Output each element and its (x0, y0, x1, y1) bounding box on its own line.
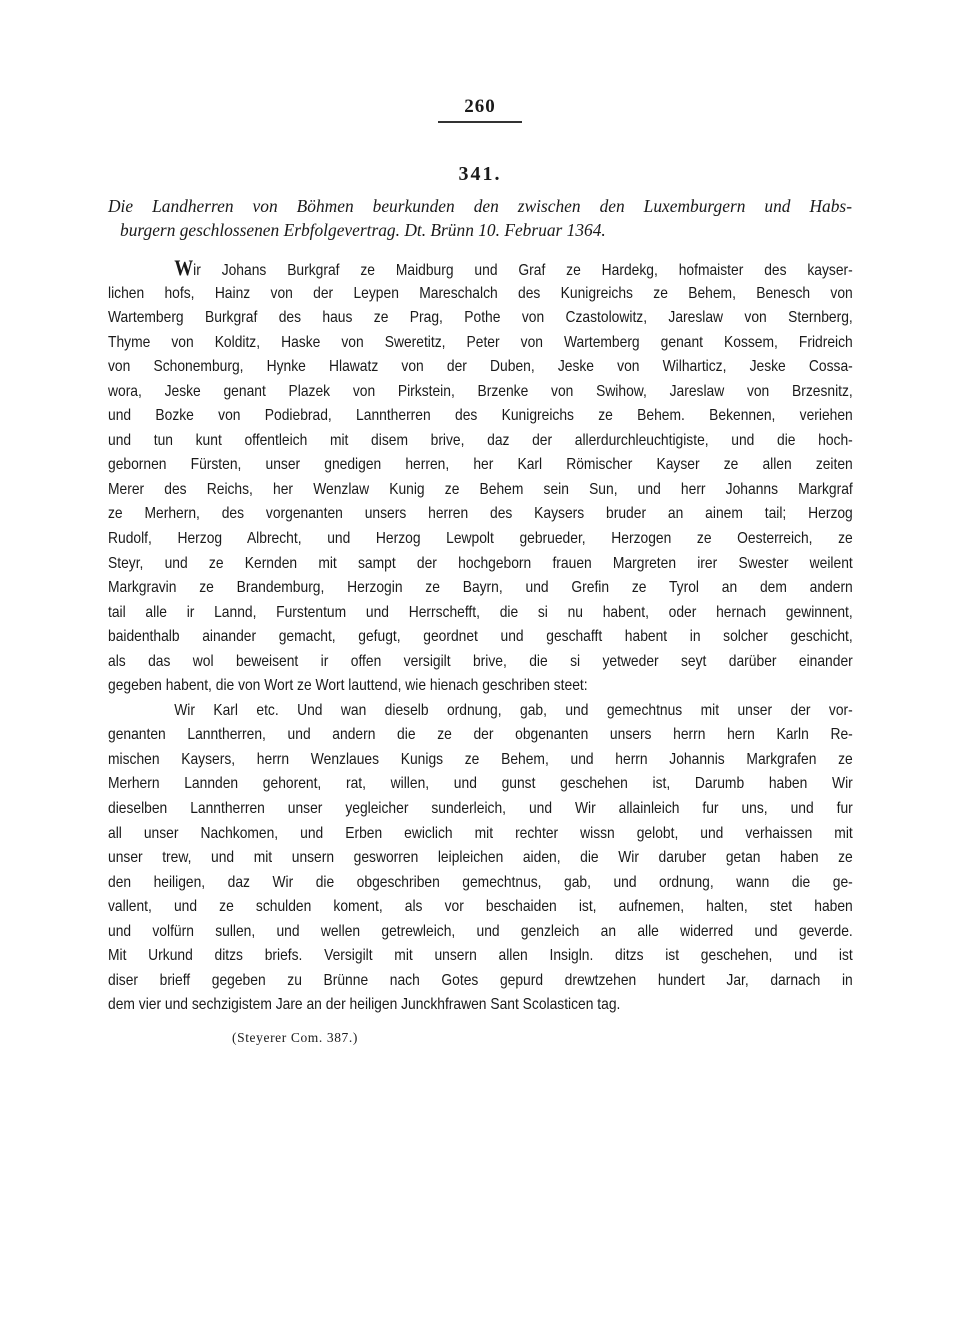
body-line: Merhern Lannden gehorent, rat, willen, und gunst geschehen ist, Darumb haben Wir (108, 774, 853, 793)
body-line: Wir Karl etc. Und wan dieselb ordnung, gab, und gemechtnus mit unser der vor- (174, 700, 853, 719)
body-line: mischen Kaysers, herrn Wenzlaues Kunigs ze Behem, und herrn Johannis Markgrafen ze (108, 749, 853, 768)
body-line-text: ir Johans Burkgraf ze Maidburg und Graf ze Hardekg, hofmaister des kayser- (193, 261, 853, 279)
body-line: gegeben habent, die von Wort ze Wort lauttend, wie hienach geschriben steet: (108, 676, 588, 695)
body-line: baidenthalb ainander gemacht, gefugt, geordnet und geschafft habent in solcher geschicht, (108, 627, 853, 646)
body-line: genanten Lanntherren, und andern die ze der obgenanten unsers herrn hern Karln Re- (108, 725, 853, 744)
document-title (108, 194, 852, 242)
body-line: vallent, und ze schulden koment, als vor beschaiden ist, aufnemen, halten, stet haben (108, 897, 853, 916)
body-line: Rudolf, Herzog Albrecht, und Herzog Lewpolt gebrueder, Herzogen ze Oesterreich, ze (108, 529, 853, 548)
body-line: unser trew, und mit unsern gesworren leipleichen aiden, die Wir daruber getan haben ze (108, 848, 853, 867)
body-line: gebornen Fürsten, unser gnedigen herren, her Karl Römischer Kayser ze allen zeiten (108, 455, 853, 474)
body-line: Steyr, und ze Kernden mit sampt der hochgeborn frauen Margreten irer Swester weilent (108, 553, 853, 572)
body-line: diser brieff gegeben zu Brünne nach Gotes gepurd drewtzehen hundert Jar, darnach in (108, 970, 853, 989)
body-line: und Bozke von Podiebrad, Lanntherren des Kunigreichs ze Behem. Bekennen, veriehen (108, 406, 853, 425)
body-line: Merer des Reichs, her Wenzlaw Kunig ze Behem sein Sun, und herr Johanns Markgraf (108, 479, 853, 498)
body-line: all unser Nachkomen, und Erben ewiclich mit rechter wissn gelobt, und verhaissen mit (108, 823, 853, 842)
body-line: Mit Urkund ditzs briefs. Versigilt mit unsern allen Insigln. ditzs ist geschehen, und ist (108, 946, 853, 965)
body-line: Markgravin ze Brandemburg, Herzogin ze Bayrn, und Grefin ze Tyrol an dem andern (108, 578, 853, 597)
body-line: ze Merhern, des vorgenanten unsers herren des Kaysers bruder an ainem tail; Herzog (108, 504, 853, 523)
body-line: als das wol beweisent ir offen versigilt brive, die si yetweder seyt darüber einander (108, 651, 853, 670)
document-body (108, 255, 853, 1017)
body-line: von Schonemburg, Hynke Hlawatz von der Duben, Jeske von Wilharticz, Jeske Cossa- (108, 357, 853, 376)
title-line: Die Landherren von Böhmen beurkunden den zwischen den Luxemburgern und Habs- (108, 196, 852, 216)
document-number: 341. (458, 163, 502, 185)
body-line: den heiligen, daz Wir die obgeschriben gemechtnus, gab, und ordnung, wann die ge- (108, 872, 853, 891)
body-line-first (108, 256, 853, 281)
body-line: wora, Jeske genant Plazek von Pirkstein, Brzenke von Swihow, Jareslaw von Brzesnitz, (108, 381, 853, 400)
page-number-rule (438, 121, 522, 123)
body-line: tail alle ir Lannd, Furstentum und Herrschefft, die si nu habent, oder hernach gewinnent, (108, 602, 853, 621)
body-line: Thyme von Kolditz, Haske von Sweretitz, Peter von Wartemberg genant Kossem, Fridreich (108, 332, 853, 351)
body-line: dem vier und sechzigistem Jare an der heiligen Junckhfrawen Sant Scolasticen tag. (108, 995, 621, 1014)
body-line: lichen hofs, Hainz von der Leypen Mareschalch des Kunigreichs ze Behem, Benesch von (108, 283, 853, 302)
source-citation: (Steyerer Com. 387.) (232, 1030, 358, 1045)
drop-cap: W (174, 255, 194, 280)
body-line: Wartemberg Burkgraf des haus ze Prag, Pothe von Czastolowitz, Jareslaw von Sternberg, (108, 308, 853, 327)
body-line: dieselben Lanntherren unser yegleicher sunderleich, und Wir allainleich fur uns, und fur (108, 799, 853, 818)
body-line: und volfürn sullen, und wellen getrewleich, und genzleich an alle widerred und geverde. (108, 921, 853, 940)
page-number: 260 (464, 96, 496, 117)
title-line: burgern geschlossenen Erbfolgevertrag. Dt. Brünn 10. Februar 1364. (120, 220, 606, 240)
body-line: und tun kunt offentleich mit disem brive, daz der allerdurchleuchtigiste, und die hoch- (108, 430, 853, 449)
